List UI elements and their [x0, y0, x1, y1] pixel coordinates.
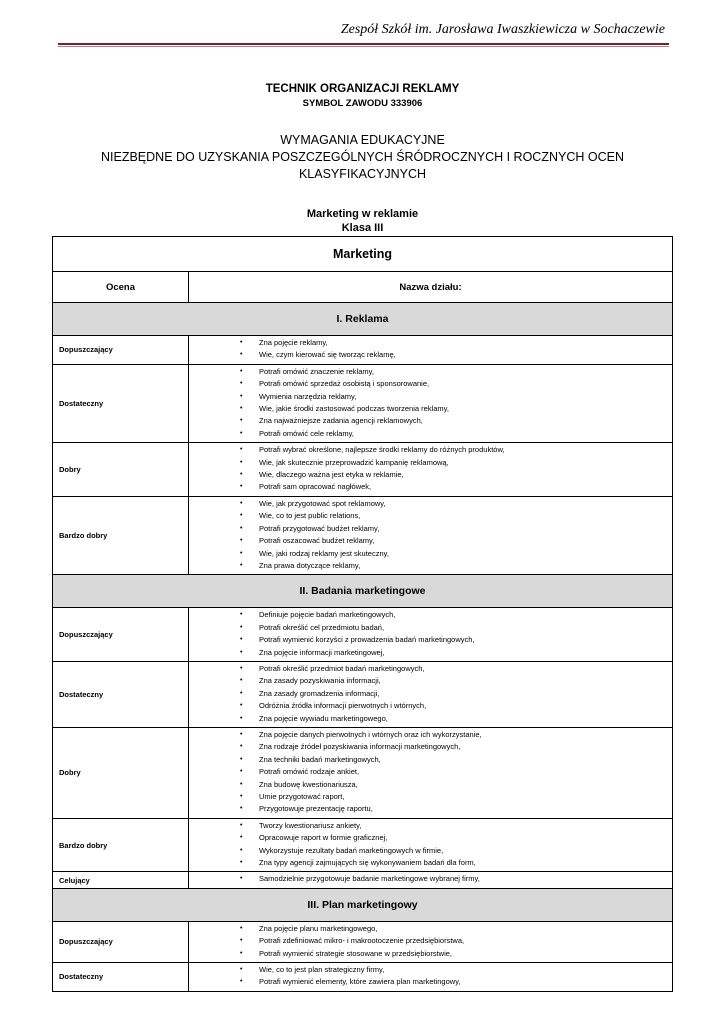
grade-label: Bardzo dobry: [53, 818, 189, 872]
requirement-item: • Wie, czym kierować się tworząc reklamę,: [189, 349, 672, 361]
requirement-item: • Wymienia narzędzia reklamy,: [189, 391, 672, 403]
requirements-list: [189, 923, 672, 960]
requirement-item: • Potrafi wybrać określone, najlepsze środki reklamy do różnych produktów,: [189, 444, 672, 456]
requirement-item: • Potrafi sam opracować nagłówek,: [189, 481, 672, 493]
document-titles: [52, 82, 673, 235]
column-header-grade: Ocena: [53, 272, 189, 303]
grade-label: Celujący: [53, 872, 189, 888]
requirements-cell: [189, 443, 673, 497]
requirement-item: • Potrafi oszacować budżet reklamy,: [189, 535, 672, 547]
requirement-item: • Zna budowę kwestionariusza,: [189, 779, 672, 791]
requirement-item: • Zna pojęcie informacji marketingowej,: [189, 647, 672, 659]
requirement-item: • Zna prawa dotyczące reklamy,: [189, 560, 672, 572]
grade-label: Dostateczny: [53, 661, 189, 727]
requirements-line-1: WYMAGANIA EDUKACYJNE: [280, 133, 445, 147]
requirements-cell: [189, 496, 673, 574]
requirement-item: • Zna techniki badań marketingowych,: [189, 754, 672, 766]
requirements-list: [189, 663, 672, 725]
header-rule-secondary: [58, 46, 669, 47]
header-rule: [58, 43, 669, 45]
grade-label: Dopuszczający: [53, 336, 189, 365]
requirement-item: • Zna pojęcie wywiadu marketingowego,: [189, 713, 672, 725]
profession-title: TECHNIK ORGANIZACJI REKLAMY: [265, 83, 460, 95]
column-header-section: Nazwa działu:: [189, 272, 673, 303]
requirement-item: • Potrafi omówić rodzaje ankiet,: [189, 766, 672, 778]
grade-label: Dopuszczający: [53, 608, 189, 662]
requirement-item: • Umie przygotować raport,: [189, 791, 672, 803]
requirements-cell: [189, 872, 673, 888]
requirements-list: [189, 337, 672, 362]
requirement-item: • Wie, jaki rodzaj reklamy jest skuteczny,: [189, 548, 672, 560]
requirement-item: • Wie, jak przygotować spot reklamowy,: [189, 498, 672, 510]
requirements-list: [189, 609, 672, 659]
grade-row: [53, 661, 673, 727]
grade-row: [53, 727, 673, 818]
requirement-item: • Zna pojęcie danych pierwotnych i wtórnych oraz ich wykorzystanie,: [189, 729, 672, 741]
requirement-item: • Wie, jakie środki zastosować podczas tworzenia reklamy,: [189, 403, 672, 415]
grade-row: [53, 336, 673, 365]
requirements-cell: [189, 364, 673, 442]
requirement-item: • Tworzy kwestionariusz ankiety,: [189, 820, 672, 832]
requirements-cell: [189, 818, 673, 872]
requirement-item: • Odróżnia źródła informacji pierwotnych i wtórnych,: [189, 700, 672, 712]
grade-row: [53, 608, 673, 662]
requirement-item: • Przygotowuje prezentację raportu,: [189, 803, 672, 815]
profession-symbol: SYMBOL ZAWODU 333906: [302, 98, 423, 109]
class-title: Klasa III: [341, 222, 384, 234]
grade-label: Bardzo dobry: [53, 496, 189, 574]
requirement-item: • Potrafi omówić cele reklamy,: [189, 428, 672, 440]
grade-label: Dostateczny: [53, 963, 189, 992]
requirements-list: [189, 498, 672, 572]
requirement-item: • Opracowuje raport w formie graficznej,: [189, 832, 672, 844]
section-row: [53, 888, 673, 921]
requirement-item: • Potrafi przygotować budżet reklamy,: [189, 523, 672, 535]
requirement-item: • Potrafi zdefiniować mikro- i makrootoczenie przedsiębiorstwa,: [189, 935, 672, 947]
grade-row: [53, 921, 673, 962]
section-title: I. Reklama: [53, 303, 673, 336]
requirements-list: [189, 873, 672, 885]
requirement-item: • Definiuje pojęcie badań marketingowych,: [189, 609, 672, 621]
requirements-cell: [189, 963, 673, 992]
grade-label: Dostateczny: [53, 364, 189, 442]
requirement-item: • Potrafi określić przedmiot badań marketingowych,: [189, 663, 672, 675]
section-title: III. Plan marketingowy: [53, 888, 673, 921]
requirements-list: [189, 820, 672, 870]
requirement-item: • Wie, dlaczego ważna jest etyka w reklamie,: [189, 469, 672, 481]
requirements-cell: [189, 608, 673, 662]
section-row: [53, 575, 673, 608]
requirement-item: • Potrafi wymienić strategie stosowane w przedsiębiorstwie,: [189, 948, 672, 960]
requirements-cell: [189, 727, 673, 818]
requirement-item: • Zna pojęcie planu marketingowego,: [189, 923, 672, 935]
requirement-item: • Zna najważniejsze zadania agencji reklamowych,: [189, 415, 672, 427]
grade-row: [53, 818, 673, 872]
requirement-item: • Zna pojęcie reklamy,: [189, 337, 672, 349]
grade-row: [53, 872, 673, 888]
requirement-item: • Zna typy agencji zajmujących się wykonywaniem badań dla form,: [189, 857, 672, 869]
requirements-line-2: NIEZBĘDNE DO UZYSKANIA POSZCZEGÓLNYCH ŚRÓDROCZNYCH I ROCZNYCH OCEN: [101, 150, 624, 164]
grade-row: [53, 364, 673, 442]
requirement-item: • Wie, co to jest public relations,: [189, 510, 672, 522]
requirement-item: • Wykorzystuje rezultaty badań marketingowych w firmie,: [189, 845, 672, 857]
requirements-table: [52, 236, 673, 992]
requirements-cell: [189, 921, 673, 962]
requirement-item: • Zna zasady gromadzenia informacji,: [189, 688, 672, 700]
grade-row: [53, 496, 673, 574]
requirement-item: • Samodzielnie przygotowuje badanie marketingowe wybranej firmy,: [189, 873, 672, 885]
grade-label: Dobry: [53, 443, 189, 497]
requirement-item: • Potrafi omówić znaczenie reklamy,: [189, 366, 672, 378]
grade-label: Dobry: [53, 727, 189, 818]
section-row: [53, 303, 673, 336]
grade-row: [53, 443, 673, 497]
module-row: [53, 237, 673, 272]
requirement-item: • Zna zasady pozyskiwania informacji,: [189, 675, 672, 687]
grade-label: Dopuszczający: [53, 921, 189, 962]
requirement-item: • Potrafi wymienić korzyści z prowadzenia badań marketingowych,: [189, 634, 672, 646]
requirements-heading: [52, 132, 673, 183]
requirement-item: • Potrafi wymienić elementy, które zawiera plan marketingowy,: [189, 976, 672, 988]
column-header-row: [53, 272, 673, 303]
requirements-list: [189, 366, 672, 440]
requirements-cell: [189, 661, 673, 727]
requirements-list: [189, 444, 672, 494]
requirements-line-3: KLASYFIKACYJNYCH: [298, 167, 427, 181]
requirements-list: [189, 729, 672, 816]
requirement-item: • Zna rodzaje źródeł pozyskiwania informacji marketingowych,: [189, 741, 672, 753]
grade-row: [53, 963, 673, 992]
school-header: Zespół Szkół im. Jarosława Iwaszkiewicza w Sochaczewie: [340, 22, 665, 37]
subject-title: Marketing w reklamie: [306, 208, 419, 220]
requirement-item: • Potrafi omówić sprzedaż osobistą i sponsorowanie,: [189, 378, 672, 390]
requirement-item: • Wie, jak skutecznie przeprowadzić kampanię reklamową,: [189, 457, 672, 469]
requirement-item: • Wie, co to jest plan strategiczny firmy,: [189, 964, 672, 976]
requirement-item: • Potrafi określić cel przedmiotu badań,: [189, 622, 672, 634]
requirements-cell: [189, 336, 673, 365]
module-title: Marketing: [53, 237, 673, 272]
section-title: II. Badania marketingowe: [53, 575, 673, 608]
requirements-list: [189, 964, 672, 989]
